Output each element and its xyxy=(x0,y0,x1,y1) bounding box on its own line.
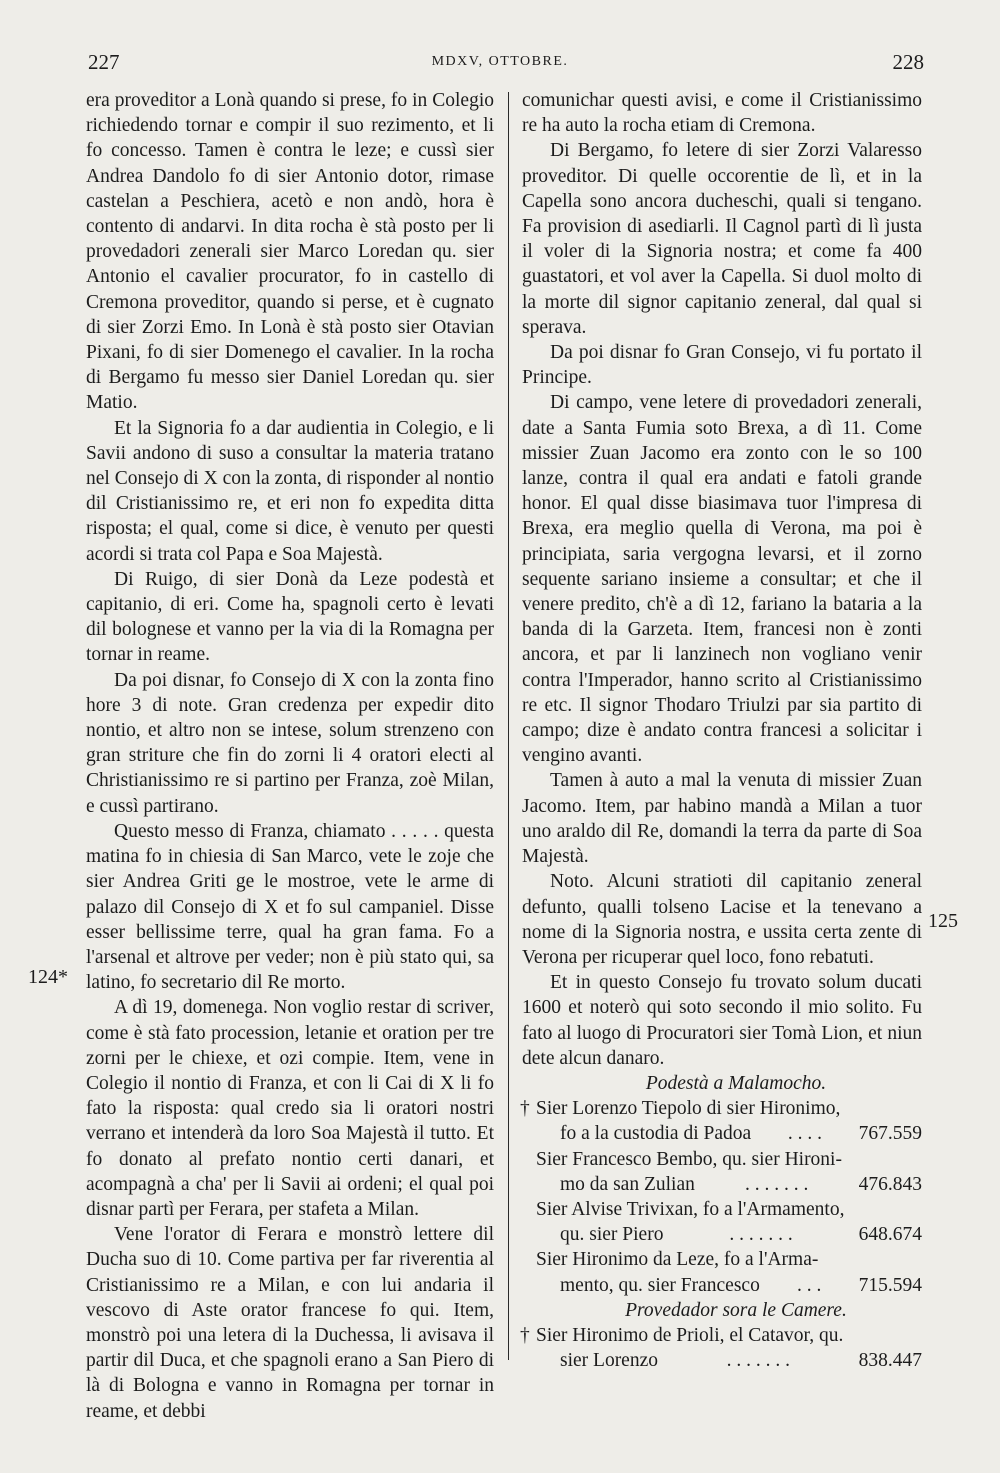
paragraph: Di Ruigo, di sier Donà da Leze podestà et capitanio, di eri. Come ha, spagnoli certo è levati dil bolognese et vanno per la via di la Romagna per tornar in reame. xyxy=(86,568,494,666)
paragraph: comunichar questi avisi, e come il Cristianissimo re ha auto la rocha etiam di Cremona. xyxy=(522,90,922,137)
dagger-mark: † xyxy=(520,1324,530,1346)
paragraph: Tamen à auto a mal la venuta di missier Zuan Jacomo. Item, par habino mandà a Milan a tuor uno araldo dil Re, domandi la terra da parte di Soa Majestà. xyxy=(522,770,922,868)
election-entry xyxy=(522,1147,922,1197)
paragraph: Vene l'orator di Ferara e monstrò lettere dil Ducha suo di 10. Come partiva per far riverentia al Cristianissimo re a Milan, e con lui andaria il vescovo di Aste orator francese fo qui. Item, monstrò poi una letera di la Duchessa, li avisava il partir dil Duca, et che spagnoli erano a San Piero di là di Bologna e vanno in Romagna per tornar in reame, et debbi xyxy=(86,1224,494,1422)
entry-name: Sier Hironimo de Prioli, el Catavor, qu. xyxy=(536,1324,844,1346)
election-entry xyxy=(522,1247,922,1297)
paragraph: Di campo, vene letere di provedadori zenerali, date a Santa Fumia soto Brexa, a dì 11. Come missier Zuan Jacomo era zonto con le so 100 lanze, contra il qual era andati e fatoli grande honor. El qual disse biasimava tuor l'impresa di Brexa, era meglio quella di Verona, ma poi è principiata, saria vergogna levarsi, et il zorno sequente sariano insieme a consultar; et che il venere predito, ch'è a dì 12, fariano la bataria a la banda di la Garzeta. Item, francesi non è zonti ancora, et par li lanzinech non vogliano venir contra l'Imperador, hanno scrito al Cristianissimo re etc. Il signor Thodaro Triulzi par sia partito di campo; dize è andato contra francesi a solicitar i vengino avanti. xyxy=(522,392,922,767)
paragraph: A dì 19, domenega. Non voglio restar di scriver, come è stà fato procession, letanie et oration per tre zorni per le chiexe, et ozi compie. Item, vene in Colegio il nontio di Franza, et con li Cai di X li fo fato la risposta: qual credo sia li oratori nostri verrano et intenderà da loro Soa Majestà il tutto. Et fo donato al prefato nontio certi danari, et acompagnà a cha' per li Savii ai ordeni; el qual poi disnar partì per Ferara, per stafeta a Milan. xyxy=(86,997,494,1220)
entry-continuation: fo a la custodia di Padoa xyxy=(560,1123,752,1145)
column-divider xyxy=(508,92,509,1360)
running-title: MDXV, OTTOBRE. xyxy=(431,54,569,69)
entry-name: Sier Alvise Trivixan, fo a l'Armamento, xyxy=(536,1198,845,1220)
section-title-podesta: Podestà a Malamocho. xyxy=(645,1072,827,1094)
entry-continuation: mo da san Zulian xyxy=(560,1173,695,1195)
page-number-right: 228 xyxy=(892,50,924,74)
paragraph: era proveditor a Lonà quando si prese, fo in Colegio richiedendo tornar e compir il suo rezimento, et li fo concesso. Tamen è contra le leze; e cussì sier Andrea Dandolo fo di sier Antonio dotor, rimase castelan a Peschiera, acetò e non andò, hora è contento di andarvi. In dita rocha è stà posto per li provedadori zenerali sier Marco Loredan qu. sier Antonio el cavalier procurator, fo in castello di Cremona proveditor, quando si perse, et è cugnato di sier Zorzi Emo. In Lonà è stà posto sier Otavian Pixani, fo di sier Domenego el cavalier. In la rocha di Bergamo fu messo sier Daniel Loredan qu. sier Matio. xyxy=(86,90,494,414)
paragraph: Da poi disnar fo Gran Consejo, vi fu portato il Principe. xyxy=(522,342,922,389)
margin-note-right: 125 xyxy=(928,910,958,932)
page-header xyxy=(0,50,1000,80)
election-entry xyxy=(522,1096,922,1146)
section-title-provedador: Provedador sora le Camere. xyxy=(625,1299,847,1321)
margin-note-left: 124* xyxy=(28,966,68,988)
leader-dots: . . . . xyxy=(787,1123,822,1145)
election-list-podesta xyxy=(522,1096,922,1298)
leader-dots: . . . . . . . xyxy=(729,1224,793,1246)
leader-dots: . . . xyxy=(797,1274,822,1296)
paragraph: Et in questo Consejo fu trovato solum ducati 1600 et noterò qui soto secondo il mio solito. Fu fato al luogo di Procuratori sier Tomà Lion, et niun dete alcun danaro. xyxy=(522,972,922,1069)
paragraph: Noto. Alcuni stratioti dil capitanio zeneral defunto, qualli tolseno Lacise et la tenevano a nome di la Signoria nostra, e ussita certa zente di Verona per ricuperar quel loco, fono rebatuti. xyxy=(522,871,922,968)
leader-dots: . . . . . . . xyxy=(745,1173,809,1195)
left-column xyxy=(86,88,494,1424)
election-list-provedador xyxy=(522,1323,922,1373)
entry-name: Sier Lorenzo Tiepolo di sier Hironimo, xyxy=(536,1098,841,1120)
entry-name: Sier Hironimo da Leze, fo a l'Arma- xyxy=(536,1249,819,1271)
vote-count: 715.594 xyxy=(858,1274,922,1296)
paragraph: Et la Signoria fo a dar audientia in Colegio, e li Savii andono di suso a consultar la materia tratano nel Consejo di X con la zonta, di risponder al nontio dil Cristianissimo re, et eri non fo expedita ditta risposta; el qual, come si dice, è venuto per questi acordi si trata col Papa e Soa Majestà. xyxy=(86,417,494,565)
entry-continuation: sier Lorenzo xyxy=(560,1350,658,1372)
election-entry xyxy=(522,1197,922,1247)
right-column xyxy=(522,88,922,1373)
paragraph: Di Bergamo, fo letere di sier Zorzi Valaresso proveditor. Di quelle occorentie de lì, et in la Capella sono ancora ducheschi, quali si tengano. Fa provision di asediarli. Il Cagnol partì di lì justa il voler di la Signoria nostra; et come fa 400 guastatori, et vol aver la Capella. Si duol molto di la morte dil signor capitanio zeneral, dal qual si sperava. xyxy=(522,140,922,338)
entry-continuation: mento, qu. sier Francesco xyxy=(560,1274,760,1296)
vote-count: 838.447 xyxy=(858,1350,922,1372)
paragraph: Questo messo di Franza, chiamato . . . . . questa matina fo in chiesia di San Marco, vete le zoje che sier Andrea Griti ge le mostroe, vete le arme di palazo dil Consejo di X et fo sul campaniel. Disse esser bellissime terre, qual ha gran fama. Fo a l'arsenal et altrove per veder; non è più stato qui, sa latino, fo secretario dil Re morto. xyxy=(86,820,494,994)
entry-name: Sier Francesco Bembo, qu. sier Hironi- xyxy=(536,1148,842,1170)
vote-count: 648.674 xyxy=(858,1224,922,1246)
election-entry xyxy=(522,1323,922,1373)
page-number-left: 227 xyxy=(88,50,120,74)
leader-dots: . . . . . . . xyxy=(726,1350,790,1372)
entry-continuation: qu. sier Piero xyxy=(560,1224,664,1246)
vote-count: 476.843 xyxy=(858,1173,922,1195)
dagger-mark: † xyxy=(520,1098,530,1120)
vote-count: 767.559 xyxy=(858,1123,922,1145)
paragraph: Da poi disnar, fo Consejo di X con la zonta fino hore 3 di note. Gran credenza per expedir dito nontio, et altro non se intese, solum strenzeno con gran striture che fin do zorni li 4 oratori electi al Christianissimo re si partino per Franza, zoè Milan, e cussì partirano. xyxy=(86,669,494,817)
